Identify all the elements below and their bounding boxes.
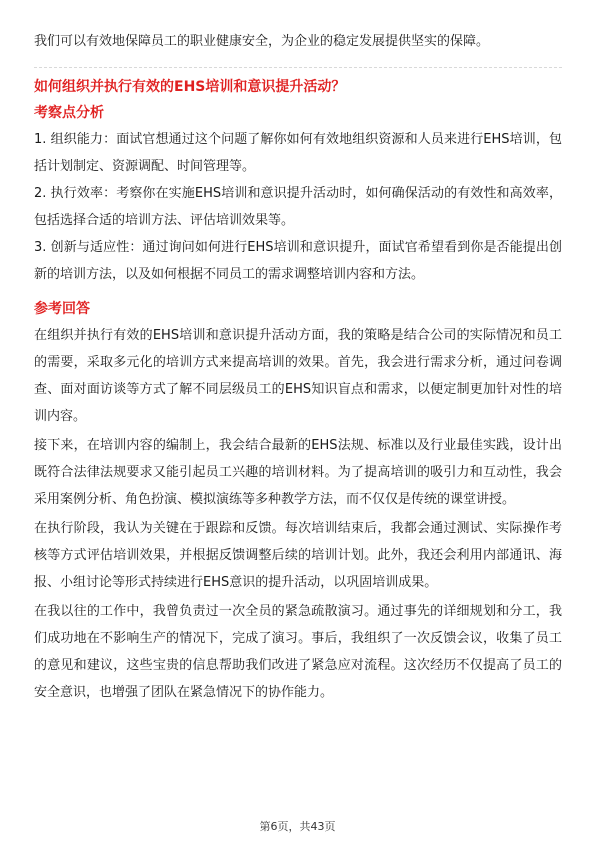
question-title: 如何组织并执行有效的EHS培训和意识提升活动？ xyxy=(34,79,346,95)
answer-paragraph: 在组织并执行有效的EHS培训和意识提升活动方面，我的策略是结合公司的实际情况和员工的需要，采取多元化的培训方式来提高培训的效果。首先，我会进行需求分析，通过问卷调查、面对面访谈等方式了解不同层级员工的EHS知识盲点和需求，以便定制更加针对性的培训内容。 xyxy=(34,328,562,424)
analysis-item: 3. 创新与适应性：通过询问如何进行EHS培训和意识提升，面试官希望看到你是否能提出创新的培训方法，以及如何根据不同员工的需求调整培训内容和方法。 xyxy=(34,240,562,282)
analysis-list xyxy=(34,126,562,288)
answer-paragraph: 在执行阶段，我认为关键在于跟踪和反馈。每次培训结束后，我都会通过测试、实际操作考核等方式评估培训效果，并根据反馈调整后续的培训计划。此外，我还会利用内部通讯、海报、小组讨论等形式持续进行EHS意识的提升活动，以巩固培训成果。 xyxy=(34,521,562,590)
analysis-item: 1. 组织能力：面试官想通过这个问题了解你如何有效地组织资源和人员来进行EHS培训，包括计划制定、资源调配、时间管理等。 xyxy=(34,132,562,174)
document-page xyxy=(34,28,562,708)
analysis-item: 2. 执行效率：考察你在实施EHS培训和意识提升活动时，如何确保活动的有效性和高效率，包括选择合适的培训方法、评估培训效果等。 xyxy=(34,186,562,228)
intro-paragraph: 我们可以有效地保障员工的职业健康安全，为企业的稳定发展提供坚实的保障。 xyxy=(34,34,490,49)
answer-heading: 参考回答 xyxy=(34,301,90,317)
page-number: 第6页，共43页 xyxy=(259,820,336,833)
analysis-heading: 考察点分析 xyxy=(34,105,104,121)
section-divider xyxy=(34,67,562,68)
answer-paragraph: 接下来，在培训内容的编制上，我会结合最新的EHS法规、标准以及行业最佳实践，设计出既符合法律法规要求又能引起员工兴趣的培训材料。为了提高培训的吸引力和互动性，我会采用案例分析、角色扮演、模拟演练等多种教学方法，而不仅仅是传统的课堂讲授。 xyxy=(34,438,562,507)
answer-paragraph: 在我以往的工作中，我曾负责过一次全员的紧急疏散演习。通过事先的详细规划和分工，我们成功地在不影响生产的情况下，完成了演习。事后，我组织了一次反馈会议，收集了员工的意见和建议，这些宝贵的信息帮助我们改进了紧急应对流程。这次经历不仅提高了员工的安全意识，也增强了团队在紧急情况下的协作能力。 xyxy=(34,604,562,700)
answer-body xyxy=(34,322,562,706)
